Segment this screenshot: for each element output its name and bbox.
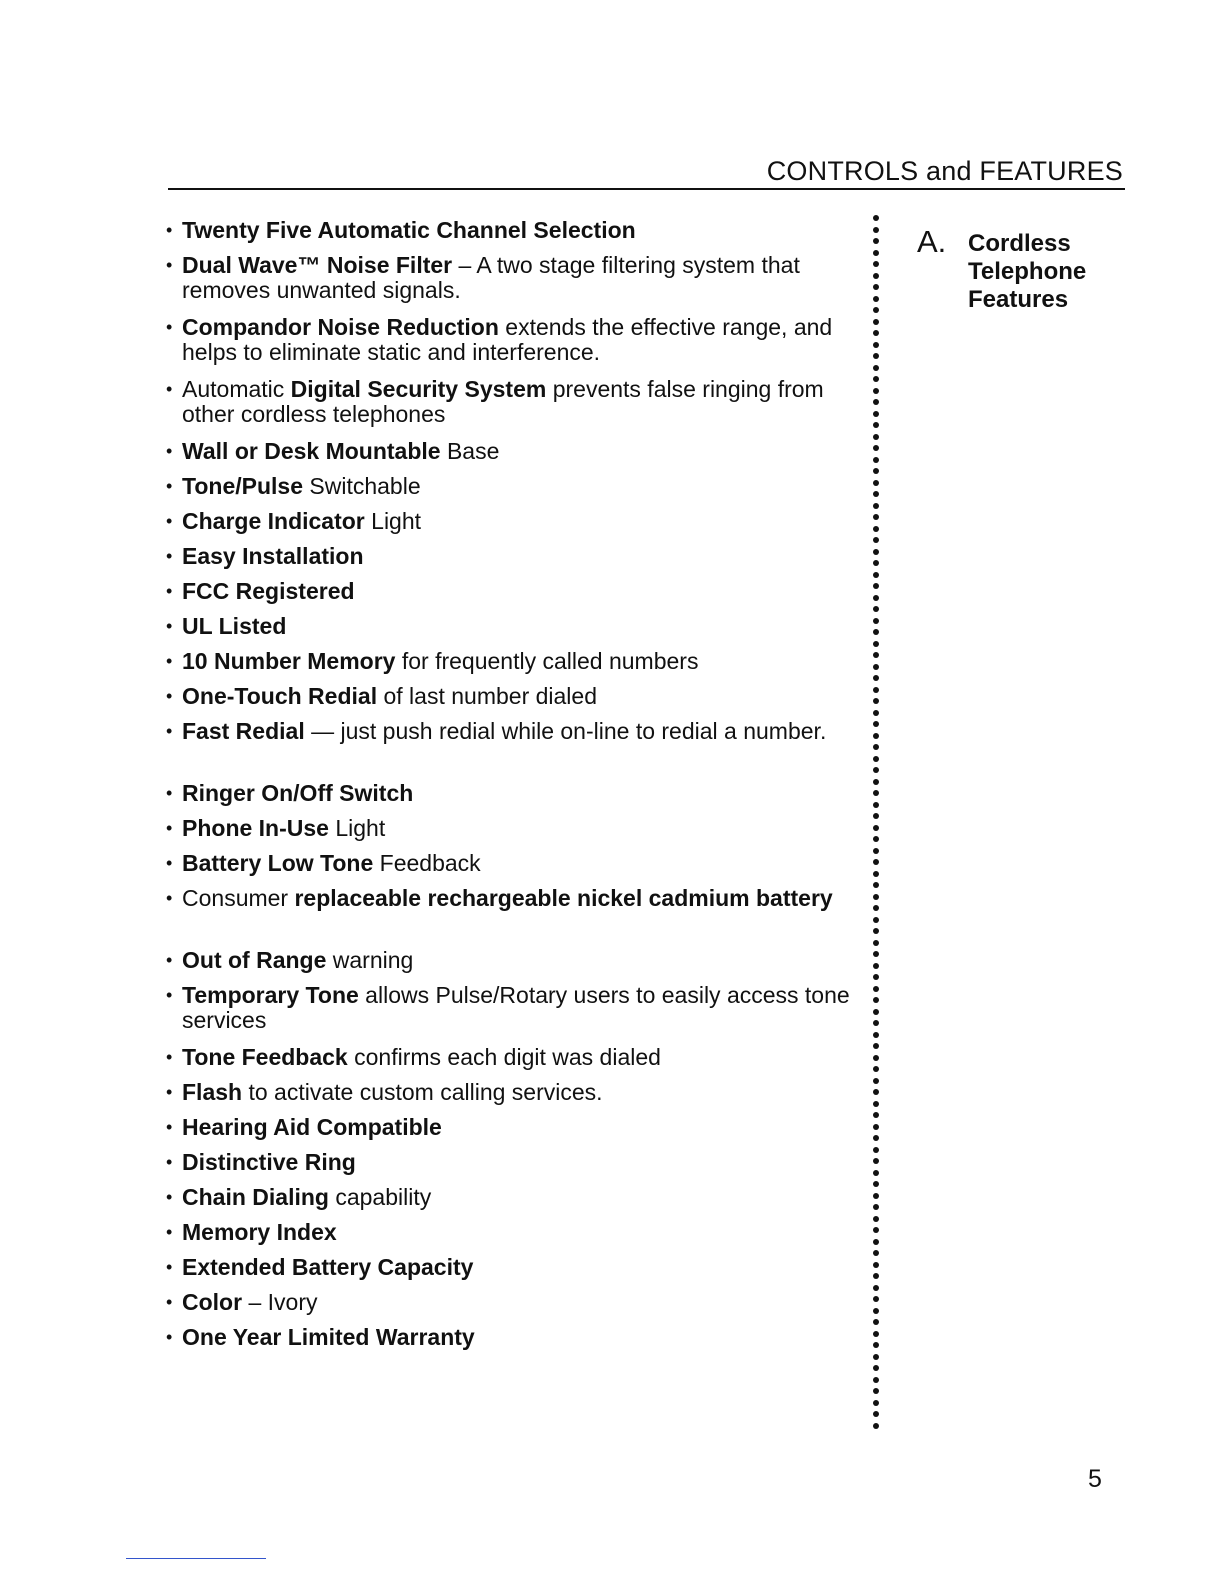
separator-dot — [873, 813, 879, 819]
separator-dot — [873, 790, 879, 796]
feature-item — [160, 851, 850, 886]
separator-dot — [873, 1020, 879, 1026]
separator-dot — [873, 825, 879, 831]
separator-dot — [873, 641, 879, 647]
feature-description: Light — [328, 815, 386, 841]
separator-dot — [873, 1273, 879, 1279]
separator-dot — [873, 284, 879, 290]
bullet-icon: • — [166, 950, 173, 970]
separator-dot — [873, 629, 879, 635]
feature-name: Fast Redial — [182, 718, 305, 744]
separator-dot — [873, 537, 879, 543]
separator-dot — [873, 480, 879, 486]
separator-dot — [873, 468, 879, 474]
separator-dot — [873, 917, 879, 923]
feature-name: Ringer On/Off Switch — [182, 780, 414, 806]
separator-dot — [873, 848, 879, 854]
separator-dot — [873, 1262, 879, 1268]
feature-item — [160, 579, 850, 614]
feature-description: allows Pulse/Rotary users to easily access tone services — [182, 982, 850, 1033]
separator-dot — [873, 997, 879, 1003]
separator-dot — [873, 399, 879, 405]
bullet-icon: • — [166, 1082, 173, 1102]
feature-item — [160, 1255, 850, 1290]
separator-dot — [873, 1377, 879, 1383]
feature-item — [160, 781, 850, 816]
separator-dot — [873, 296, 879, 302]
separator-dot — [873, 687, 879, 693]
section-title-line: Telephone — [968, 258, 1087, 285]
section-title-line: Cordless — [968, 230, 1071, 257]
feature-item — [160, 816, 850, 851]
feature-name: Color — [182, 1289, 243, 1315]
feature-name: Wall or Desk Mountable — [182, 438, 441, 464]
feature-item — [160, 719, 850, 781]
separator-dot — [873, 1216, 879, 1222]
feature-name: UL Listed — [182, 613, 287, 639]
bullet-icon: • — [166, 581, 173, 601]
feature-description: of last number dialed — [377, 683, 597, 709]
separator-dot — [873, 1400, 879, 1406]
bullet-icon: • — [166, 441, 173, 461]
feature-item — [160, 315, 850, 377]
feature-name: 10 Number Memory — [182, 648, 396, 674]
separator-dot — [873, 227, 879, 233]
separator-dot — [873, 767, 879, 773]
separator-dot — [873, 1250, 879, 1256]
separator-dot — [873, 1411, 879, 1417]
separator-dot — [873, 1101, 879, 1107]
separator-dot — [873, 503, 879, 509]
feature-description: extends the effective range, and helps to eliminate static and interference. — [182, 314, 833, 365]
separator-dot — [873, 871, 879, 877]
separator-dot — [873, 261, 879, 267]
feature-item — [160, 1220, 850, 1255]
feature-item — [160, 1045, 850, 1080]
feature-lead-text: Automatic — [182, 376, 291, 402]
feature-item — [160, 1150, 850, 1185]
separator-dot — [873, 744, 879, 750]
page-number: 5 — [1088, 1465, 1102, 1493]
feature-description: to activate custom calling services. — [242, 1079, 603, 1105]
separator-dot — [873, 411, 879, 417]
feature-description: warning — [326, 947, 414, 973]
section-title-line: Features — [968, 286, 1069, 313]
separator-dot — [873, 1285, 879, 1291]
feature-name: Dual Wave™ Noise Filter — [182, 252, 453, 278]
feature-item — [160, 1185, 850, 1220]
separator-dot — [873, 675, 879, 681]
feature-description: Light — [364, 508, 422, 534]
feature-name: Twenty Five Automatic Channel Selection — [182, 217, 636, 243]
separator-dot — [873, 434, 879, 440]
bullet-icon: • — [166, 1187, 173, 1207]
separator-dot — [873, 491, 879, 497]
separator-dot — [873, 664, 879, 670]
separator-dot — [873, 549, 879, 555]
separator-dot — [873, 422, 879, 428]
bullet-icon: • — [166, 1257, 173, 1277]
bullet-icon: • — [166, 651, 173, 671]
feature-item — [160, 474, 850, 509]
separator-dot — [873, 445, 879, 451]
separator-dot — [873, 618, 879, 624]
separator-dot — [873, 1193, 879, 1199]
feature-name: replaceable rechargeable nickel cadmium battery — [294, 885, 833, 911]
separator-dot — [873, 940, 879, 946]
bullet-icon: • — [166, 1292, 173, 1312]
separator-dot — [873, 353, 879, 359]
separator-dot — [873, 1227, 879, 1233]
separator-dot — [873, 273, 879, 279]
separator-dot — [873, 1342, 879, 1348]
separator-dot — [873, 1170, 879, 1176]
feature-description: capability — [328, 1184, 432, 1210]
bullet-icon: • — [166, 317, 173, 337]
feature-name: Distinctive Ring — [182, 1149, 356, 1175]
separator-dot — [873, 652, 879, 658]
bullet-icon: • — [166, 476, 173, 496]
separator-dot — [873, 1089, 879, 1095]
bullet-icon: • — [166, 1152, 173, 1172]
separator-dot — [873, 894, 879, 900]
separator-dot — [873, 779, 879, 785]
separator-dot — [873, 1124, 879, 1130]
separator-dot — [873, 1365, 879, 1371]
bullet-icon: • — [166, 1327, 173, 1347]
bullet-icon: • — [166, 255, 173, 275]
separator-dot — [873, 928, 879, 934]
separator-dot — [873, 1308, 879, 1314]
feature-name: Memory Index — [182, 1219, 337, 1245]
feature-name: One-Touch Redial — [182, 683, 378, 709]
feature-item — [160, 377, 850, 439]
separator-dot — [873, 1055, 879, 1061]
separator-dot — [873, 1239, 879, 1245]
feature-item — [160, 439, 850, 474]
bullet-icon: • — [166, 1047, 173, 1067]
separator-dot — [873, 215, 879, 221]
feature-name: FCC Registered — [182, 578, 355, 604]
feature-name: Chain Dialing — [182, 1184, 329, 1210]
separator-dot — [873, 1066, 879, 1072]
section-letter: A. — [917, 224, 947, 259]
separator-dot — [873, 457, 879, 463]
separator-dot — [873, 1078, 879, 1084]
feature-name: Compandor Noise Reduction — [182, 314, 499, 340]
feature-name: Extended Battery Capacity — [182, 1254, 474, 1280]
feature-name: Hearing Aid Compatible — [182, 1114, 442, 1140]
feature-description: Switchable — [303, 473, 421, 499]
bullet-icon: • — [166, 783, 173, 803]
feature-item — [160, 218, 850, 253]
separator-dot — [873, 1354, 879, 1360]
separator-dot — [873, 1204, 879, 1210]
feature-item — [160, 614, 850, 649]
feature-description: – A two stage filtering system that removes unwanted signals. — [182, 252, 800, 303]
separator-dot — [873, 698, 879, 704]
bullet-icon: • — [166, 220, 173, 240]
separator-dot — [873, 560, 879, 566]
bullet-icon: • — [166, 686, 173, 706]
feature-name: Temporary Tone — [182, 982, 359, 1008]
separator-dot — [873, 514, 879, 520]
feature-description: — just push redial while on-line to redial a number. — [304, 718, 827, 744]
separator-dot — [873, 606, 879, 612]
separator-dot — [873, 1009, 879, 1015]
separator-dot — [873, 1296, 879, 1302]
feature-item — [160, 544, 850, 579]
feature-description: Feedback — [373, 850, 481, 876]
separator-dot — [873, 836, 879, 842]
feature-lead-text: Consumer — [182, 885, 295, 911]
separator-dot — [873, 1112, 879, 1118]
feature-item — [160, 948, 850, 983]
feature-name: Phone In-Use — [182, 815, 329, 841]
separator-dot — [873, 388, 879, 394]
separator-dot — [873, 756, 879, 762]
bullet-icon: • — [166, 616, 173, 636]
separator-dot — [873, 859, 879, 865]
feature-name: One Year Limited Warranty — [182, 1324, 475, 1350]
separator-dot — [873, 307, 879, 313]
separator-dot — [873, 802, 879, 808]
separator-dot — [873, 974, 879, 980]
separator-dot — [873, 595, 879, 601]
feature-name: Easy Installation — [182, 543, 364, 569]
separator-dot — [873, 710, 879, 716]
separator-dot — [873, 1331, 879, 1337]
feature-description: Base — [440, 438, 500, 464]
feature-description: – Ivory — [242, 1289, 318, 1315]
separator-dot — [873, 319, 879, 325]
feature-name: Tone Feedback — [182, 1044, 348, 1070]
feature-name: Digital Security System — [290, 376, 547, 402]
bullet-icon: • — [166, 1222, 173, 1242]
feature-item — [160, 1325, 850, 1360]
bullet-icon: • — [166, 546, 173, 566]
bullet-icon: • — [166, 888, 173, 908]
separator-dot — [873, 1147, 879, 1153]
footer-line — [126, 1558, 266, 1559]
separator-dot — [873, 1043, 879, 1049]
separator-dot — [873, 330, 879, 336]
separator-dot — [873, 1319, 879, 1325]
feature-name: Flash — [182, 1079, 243, 1105]
separator-dot — [873, 951, 879, 957]
feature-item — [160, 649, 850, 684]
feature-item — [160, 1115, 850, 1150]
feature-description: prevents false ringing from other cordless telephones — [182, 376, 824, 427]
feature-name: Charge Indicator — [182, 508, 365, 534]
bullet-icon: • — [166, 511, 173, 531]
bullet-icon: • — [166, 1117, 173, 1137]
separator-dot — [873, 1388, 879, 1394]
feature-name: Out of Range — [182, 947, 327, 973]
feature-item — [160, 886, 850, 948]
separator-dot — [873, 365, 879, 371]
separator-dot — [873, 526, 879, 532]
separator-dot — [873, 1032, 879, 1038]
separator-dot — [873, 376, 879, 382]
separator-dot — [873, 905, 879, 911]
separator-dot — [873, 1158, 879, 1164]
separator-dot — [873, 342, 879, 348]
feature-list — [160, 218, 850, 1360]
feature-item — [160, 983, 850, 1045]
separator-dot — [873, 721, 879, 727]
feature-name: Battery Low Tone — [182, 850, 374, 876]
feature-item — [160, 1290, 850, 1325]
bullet-icon: • — [166, 721, 173, 741]
dotted-separator — [873, 215, 881, 1435]
separator-dot — [873, 963, 879, 969]
separator-dot — [873, 1181, 879, 1187]
separator-dot — [873, 572, 879, 578]
bullet-icon: • — [166, 379, 173, 399]
feature-item — [160, 253, 850, 315]
feature-item — [160, 509, 850, 544]
header-divider — [168, 188, 1125, 190]
bullet-icon: • — [166, 818, 173, 838]
feature-name: Tone/Pulse — [182, 473, 303, 499]
section-title — [968, 230, 1118, 314]
separator-dot — [873, 1423, 879, 1429]
feature-item — [160, 1080, 850, 1115]
page-header-title: CONTROLS and FEATURES — [766, 156, 1123, 186]
separator-dot — [873, 882, 879, 888]
separator-dot — [873, 733, 879, 739]
separator-dot — [873, 250, 879, 256]
bullet-icon: • — [166, 985, 173, 1005]
separator-dot — [873, 238, 879, 244]
separator-dot — [873, 1135, 879, 1141]
feature-description: for frequently called numbers — [395, 648, 699, 674]
separator-dot — [873, 583, 879, 589]
bullet-icon: • — [166, 853, 173, 873]
feature-description: confirms each digit was dialed — [347, 1044, 661, 1070]
separator-dot — [873, 986, 879, 992]
feature-item — [160, 684, 850, 719]
